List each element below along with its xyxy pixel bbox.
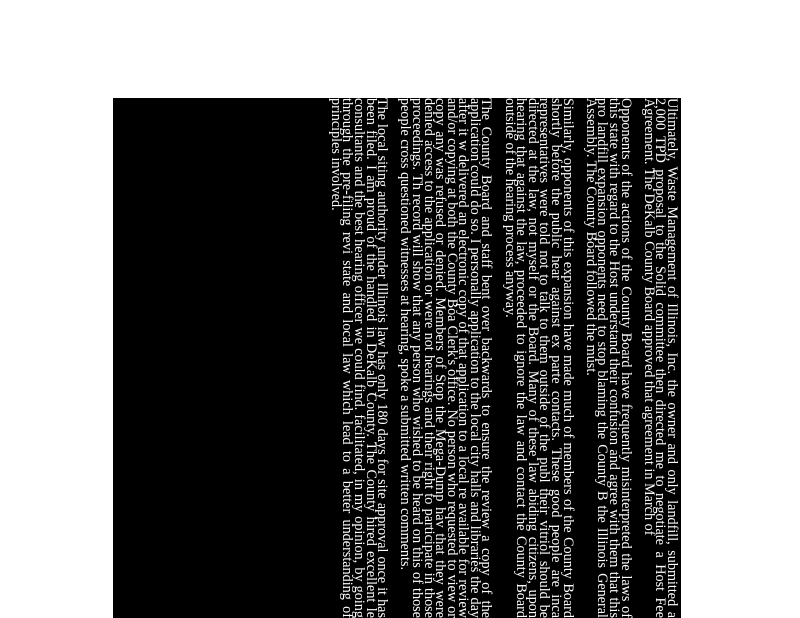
rotated-text-block bbox=[113, 98, 681, 618]
paragraph-siting-authority: The local siting authority under Illinois law has only 180 days for site approval once it has been filed. I am proud of the handled in DeKalb County. The County hired excellent le consultants and the best hearing officer we could find. facilitated, in my opinion, by going through the pre-filing revi state and local law which lead to a better understanding of principles involved. bbox=[327, 98, 391, 618]
paragraph-ex-parte-contacts: Similarly, opponents of this expansion have made much of members of the County Board shortly before the public hear against ex parte contacts. These good people are inca representatives were told not to talk to them outside of the publ their vitriol should be directed at the law, not myself or the Board. Many of these law abiding citizens, upon hearing that against the law, proceeded to ignore the law and contact the County Board outside of the hearing process anyway. bbox=[501, 98, 576, 618]
paragraph-waste-management: Ultimately, Waste Management of Illinois, Inc. the owner and only landfill, submitted a 2,000 TPD proposal to the Solid committee then directed me to negotiate a Host Fee Agreement. The DeKalb County Board approved that agreement in March of bbox=[640, 98, 680, 618]
scanned-document-page bbox=[113, 98, 681, 618]
paragraph-application-access: The County Board and staff bent over backwards to ensure the review a copy of the application could do so. I personally application to the local city halls and libraries the day after it w delivered an electronic copy of that application to a local re available for review and/or copying at both the County Boa Clerk's office. No person who requested to view or copy any was refused or denied. Members of Stop the Mega-Dump hav that they were denied access to the application or were not hearings and their right to participate in those proceedings. Th record will show that any person who wished to be heard on this of those people cross questioned witnesses at hearing, spoke a submitted written comments. bbox=[397, 98, 495, 618]
paragraph-opponents-actions: Opponents of the actions of the County Board have frequently misinterpreted the laws of this state with regard to the Host understand their confusion and agree with them that this pro landfill expansion opponents need to stop blaming the County B the Illinois General Assembly. The County Board followed the must. bbox=[582, 98, 634, 618]
